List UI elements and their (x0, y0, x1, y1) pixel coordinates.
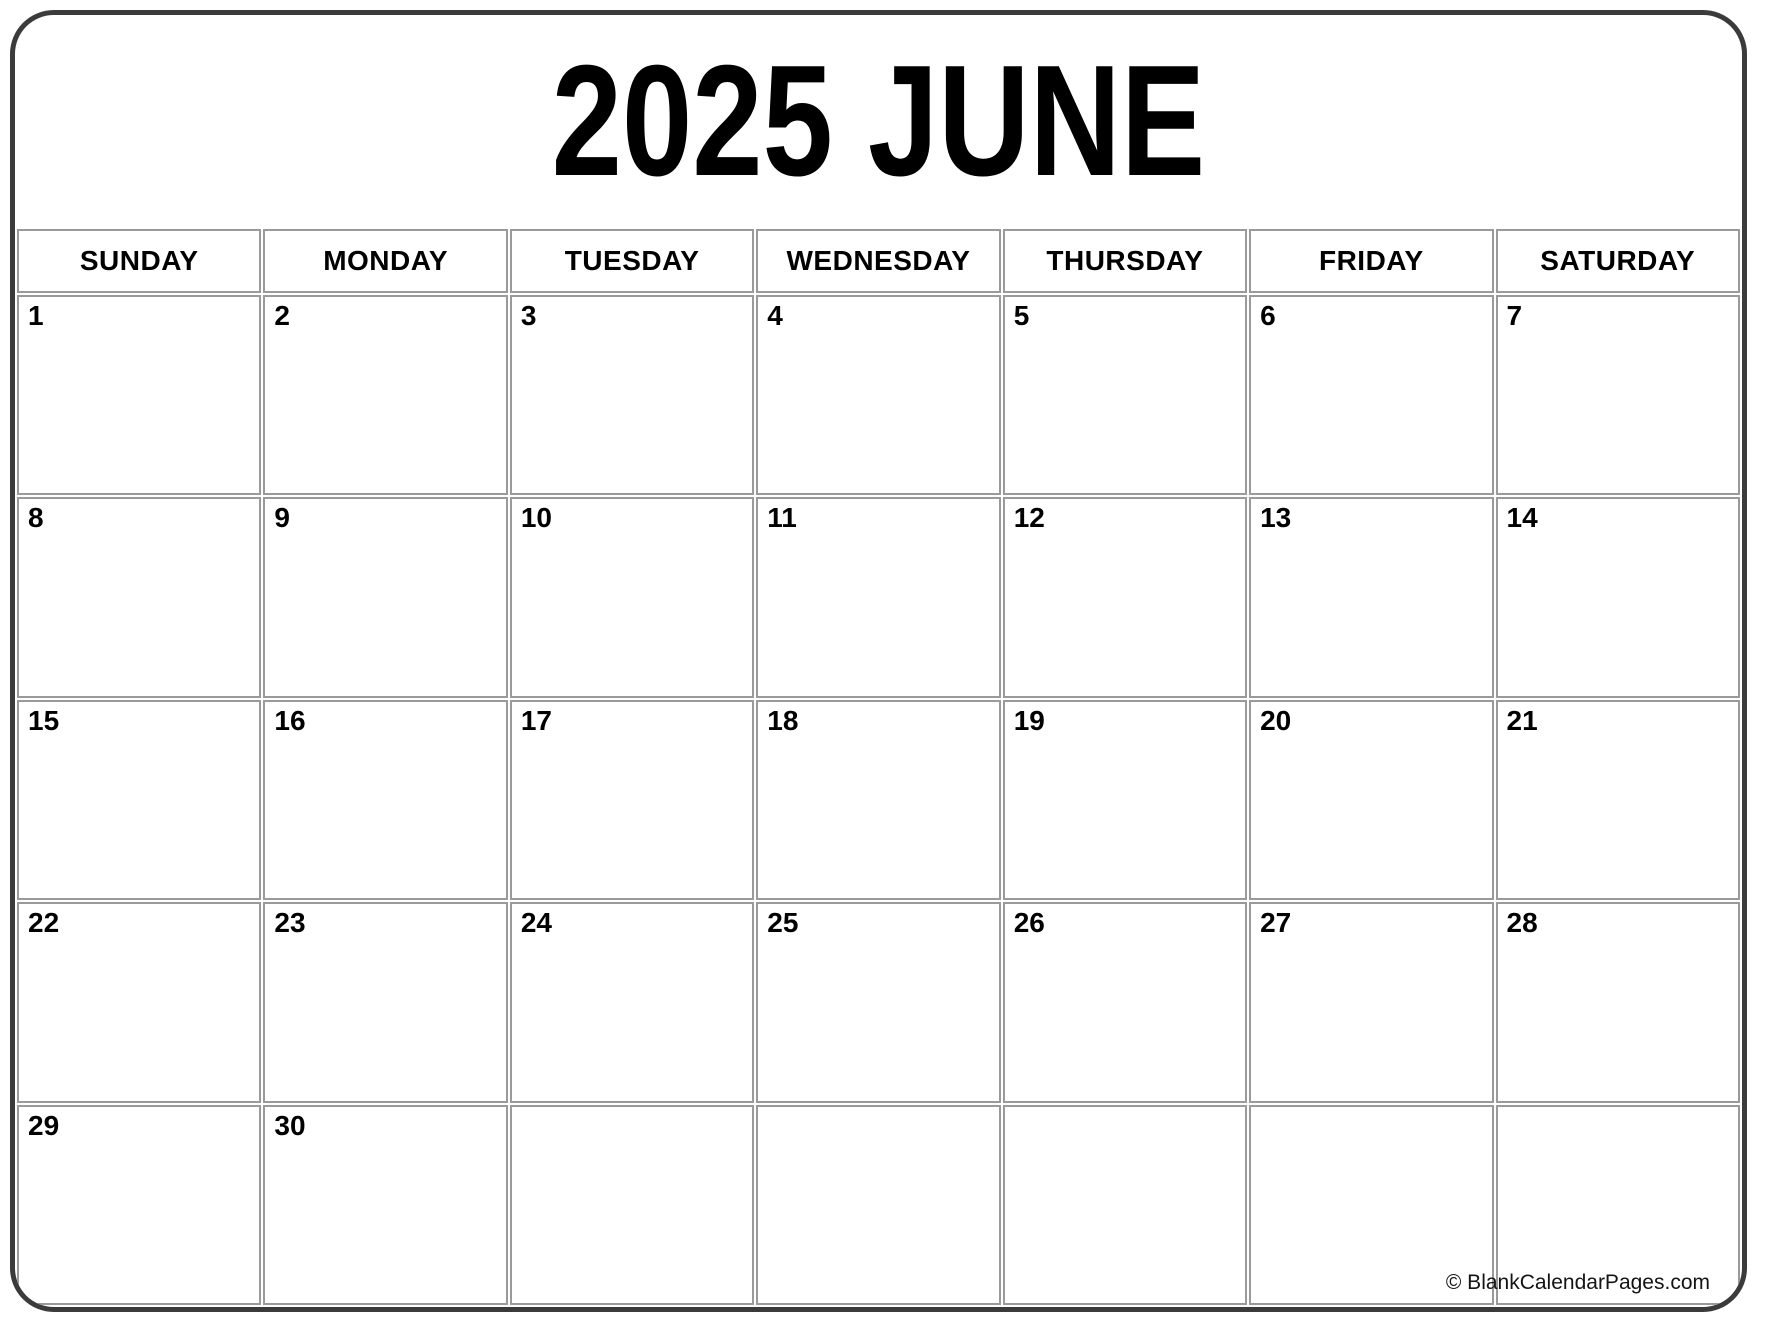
date-cell-26 (1003, 902, 1247, 1102)
date-cell-19 (1003, 700, 1247, 900)
date-cell-18 (756, 700, 1000, 900)
date-cell-17 (510, 700, 754, 900)
date-number: 12 (1013, 502, 1045, 534)
date-cell-15 (17, 700, 261, 900)
date-number: 25 (767, 907, 799, 939)
weekday-header-wednesday: WEDNESDAY (756, 229, 1000, 293)
date-cell-empty (756, 1105, 1000, 1305)
date-number: 22 (28, 907, 60, 939)
date-number: 13 (1260, 502, 1292, 534)
weekday-header-sunday: SUNDAY (17, 229, 261, 293)
date-cell-3 (510, 295, 754, 495)
date-cell-13 (1249, 497, 1493, 697)
date-number: 4 (767, 300, 783, 331)
date-cell-23 (263, 902, 507, 1102)
date-number: 10 (520, 502, 552, 534)
date-cell-25 (756, 902, 1000, 1102)
weekday-header-saturday: SATURDAY (1496, 229, 1740, 293)
week-row-1 (17, 295, 1740, 495)
date-cell-6 (1249, 295, 1493, 495)
footer-credit: © BlankCalendarPages.com (1445, 1271, 1710, 1294)
date-cell-1 (17, 295, 261, 495)
calendar-title: 2025 JUNE (551, 33, 1206, 209)
date-cell-20 (1249, 700, 1493, 900)
date-number: 18 (767, 704, 799, 736)
weekday-header-thursday: THURSDAY (1003, 229, 1247, 293)
weekday-header-tuesday: TUESDAY (510, 229, 754, 293)
date-number: 2 (274, 300, 290, 331)
date-number: 23 (274, 907, 306, 939)
date-cell-30 (263, 1105, 507, 1305)
date-cell-empty (1445, 1105, 1740, 1305)
date-number: 8 (28, 502, 44, 534)
date-cell-28 (1496, 902, 1740, 1102)
week-row-2 (17, 497, 1740, 697)
date-number: 14 (1506, 502, 1538, 534)
calendar-body (17, 295, 1740, 1305)
date-number: 29 (28, 1109, 60, 1141)
date-cell-2 (263, 295, 507, 495)
date-cell-11 (756, 497, 1000, 697)
date-number: 24 (520, 907, 552, 939)
date-cell-14 (1496, 497, 1740, 697)
date-number: 9 (274, 502, 290, 534)
weekday-header-friday: FRIDAY (1249, 229, 1493, 293)
date-cell-9 (263, 497, 507, 697)
date-number: 20 (1260, 704, 1292, 736)
date-number: 16 (274, 704, 306, 736)
date-cell-29 (17, 1105, 261, 1305)
date-number: 11 (767, 502, 797, 534)
date-number: 1 (28, 300, 44, 331)
date-number: 5 (1013, 300, 1030, 331)
date-cell-4 (756, 295, 1000, 495)
date-number: 17 (520, 704, 552, 736)
date-cell-5 (1003, 295, 1247, 495)
date-number: 3 (520, 300, 537, 331)
date-cell-27 (1249, 902, 1493, 1102)
date-cell-16 (263, 700, 507, 900)
week-row-5 (17, 1105, 1740, 1305)
date-number: 15 (28, 704, 60, 736)
date-number: 19 (1013, 704, 1045, 736)
calendar-grid (15, 227, 1742, 1307)
week-row-3 (17, 700, 1740, 900)
date-number: 30 (274, 1109, 306, 1141)
calendar-page (10, 10, 1747, 1312)
date-cell-7 (1496, 295, 1740, 495)
weekday-header-row (17, 229, 1740, 293)
date-cell-24 (510, 902, 754, 1102)
weekday-header-monday: MONDAY (263, 229, 507, 293)
date-number: 6 (1260, 300, 1276, 331)
week-row-4 (17, 902, 1740, 1102)
date-cell-8 (17, 497, 261, 697)
date-cell-10 (510, 497, 754, 697)
date-cell-empty (510, 1105, 754, 1305)
date-number: 21 (1506, 704, 1538, 736)
date-cell-empty (1003, 1105, 1247, 1305)
date-number: 26 (1013, 907, 1045, 939)
title-band (15, 15, 1742, 227)
date-number: 28 (1506, 907, 1538, 939)
date-cell-21 (1496, 700, 1740, 900)
date-cell-22 (17, 902, 261, 1102)
date-number: 7 (1506, 300, 1523, 331)
date-number: 27 (1260, 907, 1292, 939)
date-cell-12 (1003, 497, 1247, 697)
